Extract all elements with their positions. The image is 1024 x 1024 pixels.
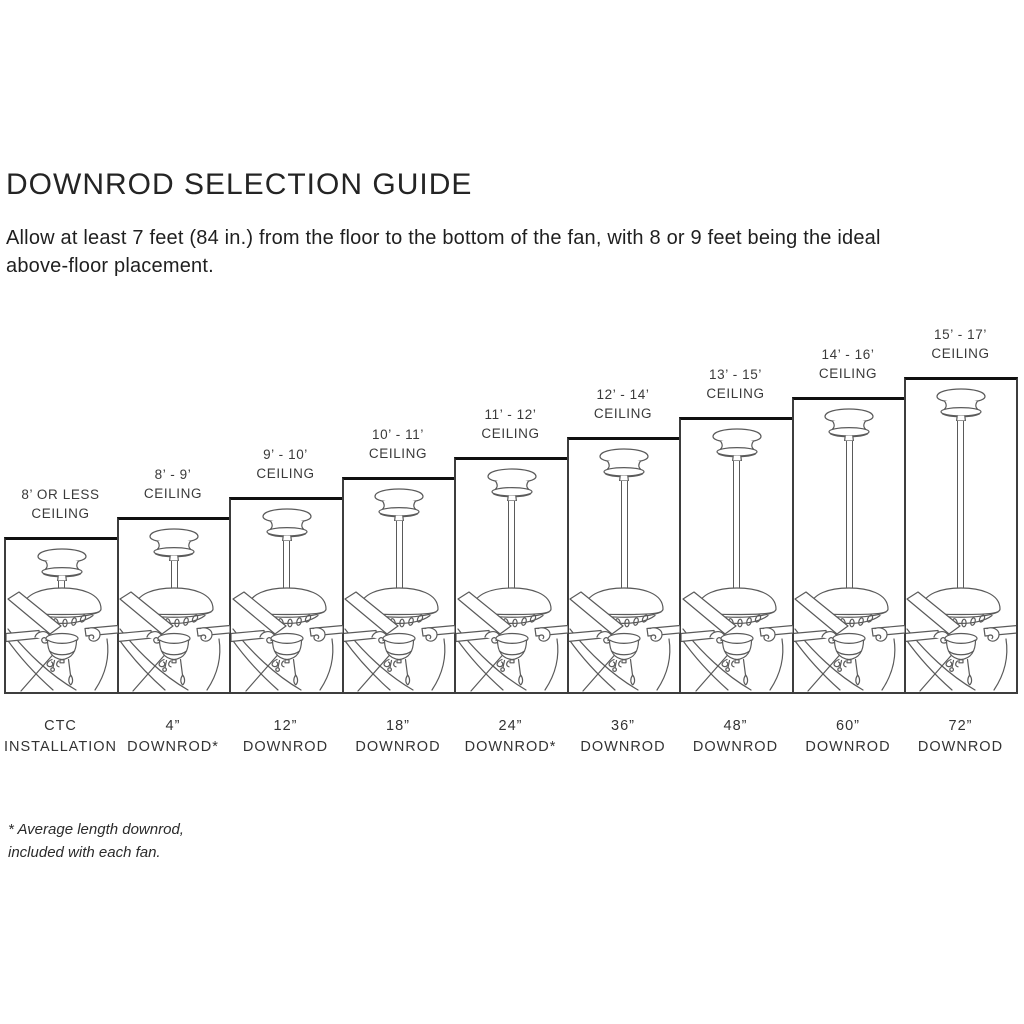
downrod-size-text: 18” — [386, 718, 410, 734]
downrod-icon — [621, 477, 628, 596]
intro-line-1: Allow at least 7 feet (84 in.) from the floor to the bottom of the fan, with 8 or 9 feet being the ideal — [6, 227, 881, 249]
downrod-step-diagram — [4, 327, 1017, 755]
ceiling-range-text: 8’ - 9’ — [154, 467, 192, 482]
canopy-icon — [369, 483, 429, 521]
downrod-size-label — [904, 716, 1017, 758]
ceiling-word-text: CEILING — [143, 486, 203, 501]
canopy-icon — [819, 403, 879, 441]
ceiling-fan-icon — [568, 584, 680, 692]
ceiling-word-text: CEILING — [256, 466, 315, 481]
fan-cell — [229, 497, 343, 694]
canopy-icon — [931, 383, 991, 421]
ceiling-range-text: 9’ - 10’ — [263, 447, 308, 462]
downrod-icon — [733, 457, 740, 596]
footnote — [8, 818, 184, 864]
downrod-word-text: DOWNROD — [242, 739, 329, 755]
downrod-size-text: 48” — [723, 718, 748, 734]
ceiling-word-text: CEILING — [931, 346, 990, 361]
downrod-size-text: 4” — [165, 718, 181, 734]
ceiling-height-label — [117, 465, 230, 503]
ceiling-height-label — [567, 385, 680, 423]
fan-cell — [792, 397, 906, 694]
downrod-word-text: DOWNROD* — [464, 739, 557, 755]
downrod-size-text: 12” — [273, 718, 298, 734]
ceiling-range-text: 8’ OR LESS — [21, 487, 100, 502]
ceiling-range-text: 11’ - 12’ — [484, 407, 537, 422]
downrod-word-text: DOWNROD* — [127, 739, 219, 755]
ceiling-height-label — [792, 345, 905, 383]
downrod-size-label — [792, 716, 905, 758]
downrod-size-text: 36” — [611, 718, 635, 734]
ceiling-range-text: 13’ - 15’ — [709, 367, 762, 382]
ceiling-fan-icon — [231, 584, 343, 692]
downrod-size-text: 72” — [948, 718, 973, 734]
footnote-line-2: included with each fan. — [8, 844, 161, 861]
ceiling-fan-icon — [456, 584, 568, 692]
downrod-word-text: INSTALLATION — [4, 739, 117, 755]
intro-line-2: above-floor placement. — [6, 255, 214, 277]
fan-cell — [117, 517, 231, 694]
downrod-icon — [957, 417, 964, 596]
ceiling-word-text: CEILING — [706, 386, 765, 401]
ceiling-fan-icon — [6, 584, 118, 692]
ceiling-range-text: 14’ - 16’ — [821, 347, 875, 362]
ceiling-height-label — [679, 365, 792, 403]
ceiling-height-label — [4, 485, 117, 523]
downrod-word-text: DOWNROD — [692, 739, 779, 755]
ceiling-fan-icon — [905, 584, 1017, 692]
fan-cell — [454, 457, 568, 694]
ceiling-word-text: CEILING — [481, 426, 540, 441]
ceiling-word-text: CEILING — [368, 446, 428, 461]
canopy-icon — [707, 423, 767, 461]
downrod-size-text: CTC — [44, 718, 77, 734]
downrod-size-text: 24” — [498, 718, 523, 734]
ceiling-fan-icon — [681, 584, 793, 692]
canopy-icon — [32, 543, 92, 581]
fan-cell — [342, 477, 456, 694]
ceiling-height-label — [342, 425, 455, 463]
fan-cell — [904, 377, 1018, 694]
downrod-size-label — [679, 716, 792, 758]
downrod-size-label — [117, 716, 230, 758]
ceiling-fan-icon — [343, 584, 455, 692]
downrod-icon — [846, 437, 853, 596]
ceiling-height-label — [454, 405, 567, 443]
ceiling-height-label — [229, 445, 342, 483]
downrod-word-text: DOWNROD — [580, 739, 666, 755]
ceiling-range-text: 15’ - 17’ — [934, 327, 987, 342]
downrod-icon — [508, 497, 515, 596]
downrod-size-label — [4, 716, 117, 758]
canopy-icon — [257, 503, 317, 541]
ceiling-height-label — [904, 325, 1017, 363]
fan-cell — [679, 417, 793, 694]
downrod-size-label — [567, 716, 680, 758]
ceiling-range-text: 10’ - 11’ — [372, 427, 424, 442]
downrod-size-text: 60” — [836, 718, 860, 734]
downrod-word-text: DOWNROD — [355, 739, 441, 755]
intro-text — [6, 224, 881, 280]
downrod-size-label — [342, 716, 455, 758]
footnote-line-1: * Average length downrod, — [8, 821, 184, 838]
ceiling-fan-icon — [118, 584, 230, 692]
ceiling-word-text: CEILING — [818, 366, 878, 381]
downrod-word-text: DOWNROD — [805, 739, 891, 755]
ceiling-range-text: 12’ - 14’ — [596, 387, 650, 402]
canopy-icon — [594, 443, 654, 481]
fan-cell — [567, 437, 681, 694]
ceiling-word-text: CEILING — [31, 506, 90, 521]
downrod-word-text: DOWNROD — [917, 739, 1004, 755]
downrod-size-label — [454, 716, 567, 758]
ceiling-fan-icon — [793, 584, 905, 692]
fan-cell — [4, 537, 118, 694]
canopy-icon — [482, 463, 542, 501]
page-title: DOWNROD SELECTION GUIDE — [6, 168, 473, 201]
downrod-size-label — [229, 716, 342, 758]
canopy-icon — [144, 523, 204, 561]
ceiling-word-text: CEILING — [593, 406, 653, 421]
